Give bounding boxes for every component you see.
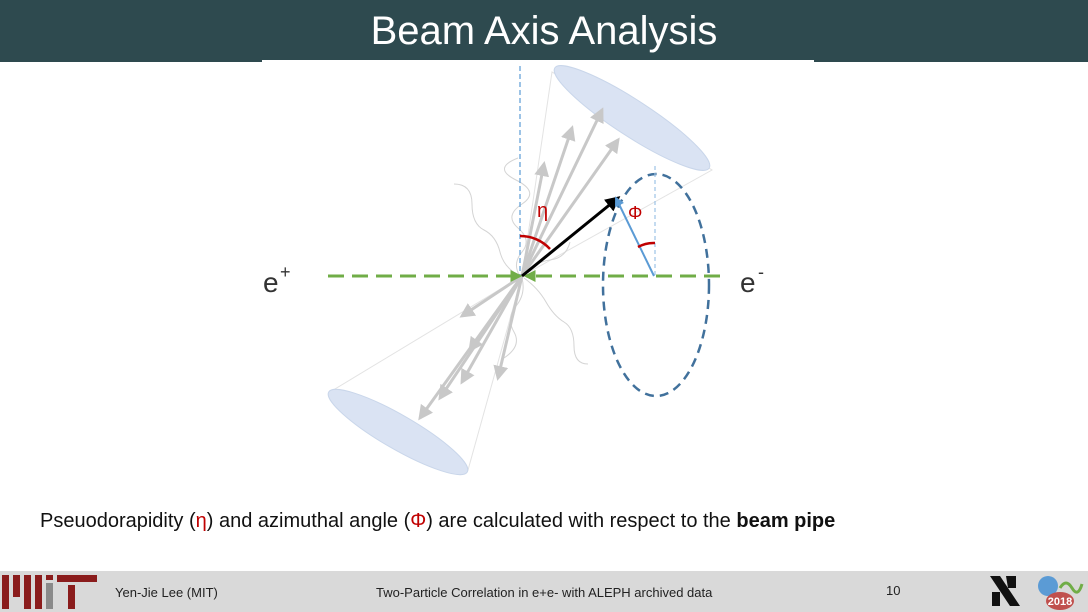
soft-radiation-tracks	[454, 158, 588, 364]
phi-angle-arc	[638, 243, 655, 247]
conference-logo	[986, 572, 1086, 612]
e-minus-label: e	[740, 267, 756, 298]
footer-author: Yen-Jie Lee (MIT)	[115, 585, 218, 600]
caption-text-1: Pseuodorapidity (	[40, 510, 196, 532]
azimuthal-ellipse	[603, 174, 709, 396]
mit-logo	[0, 573, 100, 611]
e-plus-superscript: +	[280, 262, 291, 282]
caption-text-3: ) are calculated with respect to the	[426, 510, 737, 532]
upper-jet-cone	[522, 53, 719, 276]
phi-label: Φ	[628, 203, 643, 223]
caption-text-2: ) and azimuthal angle (	[206, 510, 411, 532]
aleph-logo-icon	[990, 576, 1020, 606]
caption-bold: beam pipe	[736, 510, 836, 532]
slide-title: Beam Axis Analysis	[370, 9, 718, 53]
eta-label: η	[537, 200, 549, 222]
caption-phi: Φ	[410, 510, 427, 532]
e-plus-label: e	[263, 267, 279, 298]
footer-talk-title: Two-Particle Correlation in e+e- with ALEPH archived data	[376, 585, 713, 600]
caption-eta: η	[195, 510, 207, 532]
page-number: 10	[886, 583, 901, 598]
conference-year: 2018	[1047, 596, 1073, 608]
caption	[40, 510, 835, 533]
particle-arrows	[420, 110, 618, 418]
lower-jet-cone	[320, 276, 522, 487]
e-minus-superscript: -	[758, 262, 764, 282]
